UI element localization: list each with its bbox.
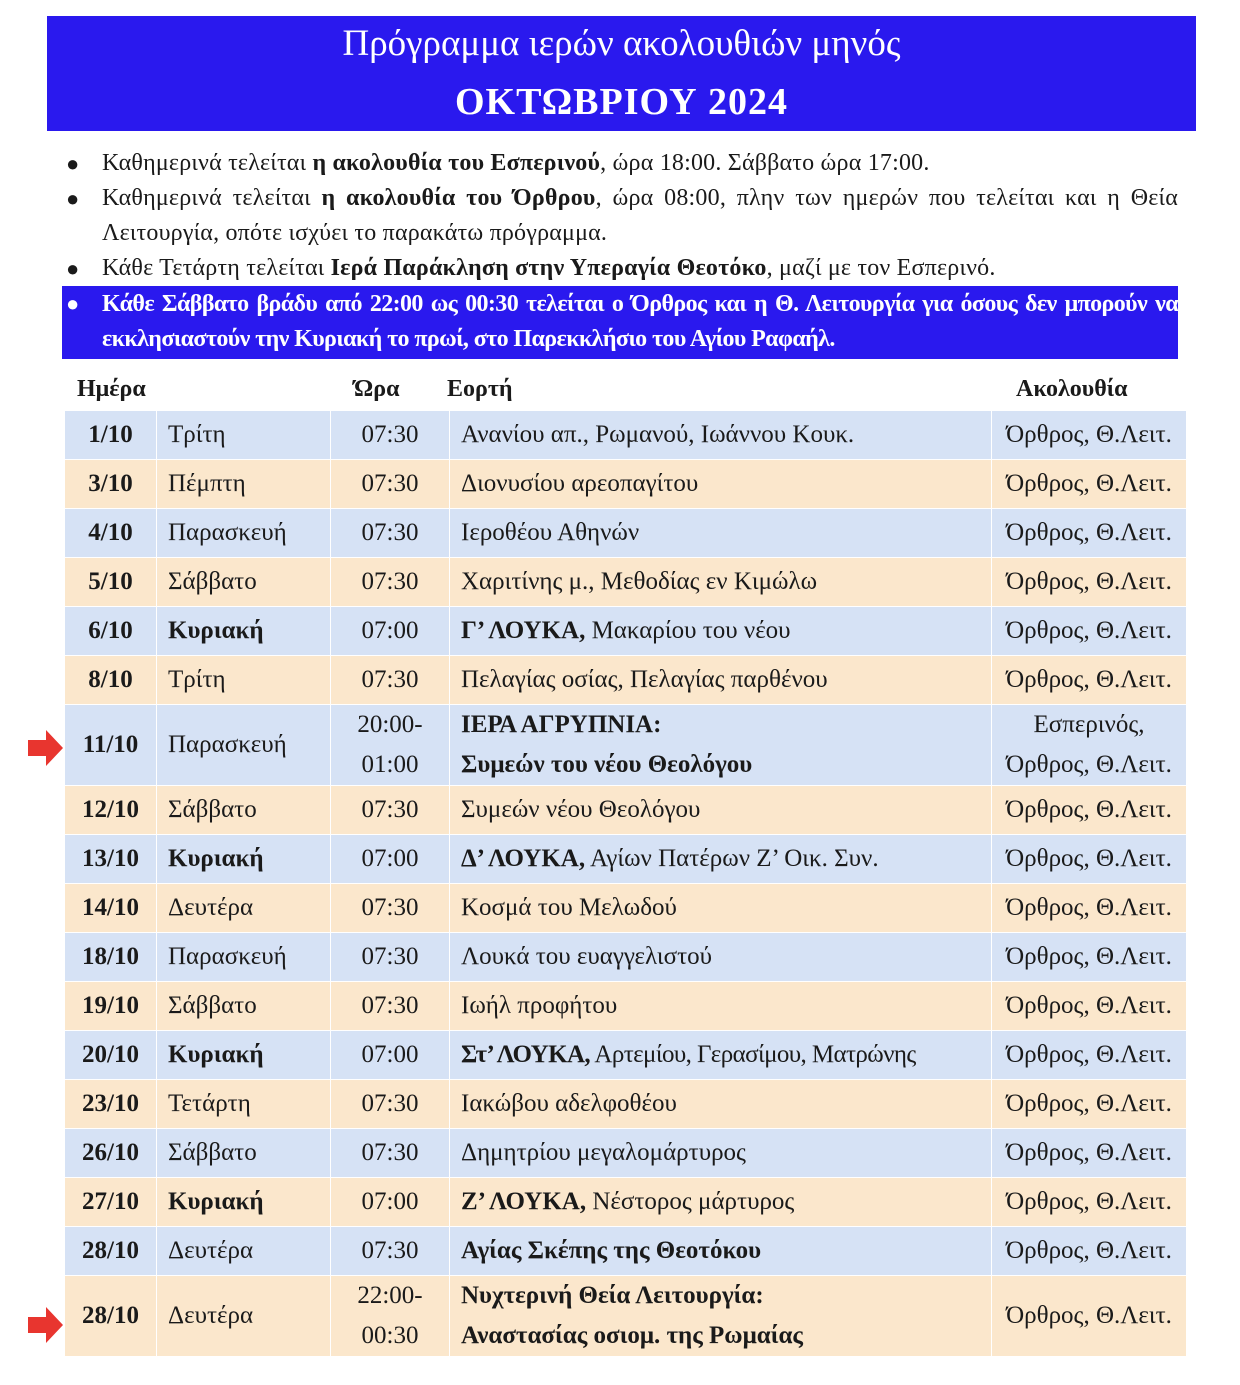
feast-text: Ιακώβου αδελφοθέου bbox=[461, 1090, 677, 1117]
row-day: Σάββατο bbox=[157, 1129, 331, 1178]
row-service: Όρθρος, Θ.Λειτ. bbox=[992, 607, 1187, 656]
schedule-table bbox=[64, 410, 1187, 1357]
row-time bbox=[331, 705, 450, 786]
row-service: Όρθρος, Θ.Λειτ. bbox=[992, 460, 1187, 509]
row-feast bbox=[450, 460, 992, 509]
row-time: 07:30 bbox=[331, 656, 450, 705]
service-line: Όρθρος, Θ.Λειτ. bbox=[1006, 751, 1172, 778]
row-day: Δευτέρα bbox=[157, 1227, 331, 1276]
table-row bbox=[65, 656, 1187, 705]
row-feast bbox=[450, 1080, 992, 1129]
row-date: 23/10 bbox=[65, 1080, 157, 1129]
row-service: Όρθρος, Θ.Λειτ. bbox=[992, 1031, 1187, 1080]
feast-bold: Γ’ ΛΟΥΚΑ, bbox=[461, 617, 586, 644]
row-time: 07:00 bbox=[331, 1178, 450, 1227]
table-row bbox=[65, 509, 1187, 558]
bullet-icon: ● bbox=[66, 291, 79, 316]
row-service: Όρθρος, Θ.Λειτ. bbox=[992, 411, 1187, 460]
row-day: Σάββατο bbox=[157, 982, 331, 1031]
row-day: Δευτέρα bbox=[157, 884, 331, 933]
row-date: 26/10 bbox=[65, 1129, 157, 1178]
table-header bbox=[64, 372, 1186, 412]
feast-text: Διονυσίου αρεοπαγίτου bbox=[461, 470, 699, 497]
row-service: Όρθρος, Θ.Λειτ. bbox=[992, 835, 1187, 884]
arrow-right-icon bbox=[28, 729, 64, 767]
feast-line: Συμεών του νέου Θεολόγου bbox=[461, 751, 753, 778]
feast-bold: Δ’ ΛΟΥΚΑ, bbox=[461, 845, 586, 872]
row-date: 28/10 bbox=[65, 1276, 157, 1357]
row-day: Κυριακή bbox=[157, 1178, 331, 1227]
page-title: Πρόγραμμα ιερών ακολουθιών μηνός bbox=[342, 23, 901, 64]
table-row bbox=[65, 835, 1187, 884]
table-row bbox=[65, 982, 1187, 1031]
row-date: 14/10 bbox=[65, 884, 157, 933]
row-date: 11/10 bbox=[65, 705, 157, 786]
row-feast bbox=[450, 1129, 992, 1178]
table-row bbox=[65, 1178, 1187, 1227]
table-row bbox=[65, 558, 1187, 607]
note-bold: η ακολουθία του Εσπερινού bbox=[312, 150, 601, 176]
table-row bbox=[65, 884, 1187, 933]
row-day: Παρασκευή bbox=[157, 509, 331, 558]
row-feast bbox=[450, 786, 992, 835]
note-saturday-night bbox=[62, 286, 1178, 359]
feast-text: Ιωήλ προφήτου bbox=[461, 992, 618, 1019]
row-service: Όρθρος, Θ.Λειτ. bbox=[992, 656, 1187, 705]
service-line: Εσπερινός, bbox=[1033, 711, 1145, 738]
time-end: 00:30 bbox=[361, 1322, 419, 1349]
header-feast: Εορτή bbox=[447, 376, 513, 402]
feast-text: Νέστορος μάρτυρος bbox=[586, 1188, 795, 1215]
table-row bbox=[65, 1031, 1187, 1080]
row-date: 6/10 bbox=[65, 607, 157, 656]
row-time: 07:30 bbox=[331, 1129, 450, 1178]
bullet-icon: ● bbox=[66, 256, 80, 281]
time-end: 01:00 bbox=[361, 751, 419, 778]
feast-text: Συμεών νέου Θεολόγου bbox=[461, 796, 701, 823]
row-date: 13/10 bbox=[65, 835, 157, 884]
row-date: 3/10 bbox=[65, 460, 157, 509]
feast-text: Ιεροθέου Αθηνών bbox=[461, 519, 640, 546]
note-paraklesis bbox=[62, 251, 1178, 286]
header-service: Ακολουθία bbox=[1016, 376, 1128, 402]
row-day: Παρασκευή bbox=[157, 933, 331, 982]
row-feast bbox=[450, 1178, 992, 1227]
row-date: 20/10 bbox=[65, 1031, 157, 1080]
row-service: Όρθρος, Θ.Λειτ. bbox=[992, 509, 1187, 558]
note-text: , ώρα 08:00, πλην των ημερών που τελείται και η Θεία Λειτουργία, οπότε ισχύει το παρακάτω πρόγραμμα. bbox=[102, 185, 1178, 246]
row-day: Κυριακή bbox=[157, 835, 331, 884]
row-time: 07:30 bbox=[331, 884, 450, 933]
row-service: Όρθρος, Θ.Λειτ. bbox=[992, 1227, 1187, 1276]
feast-bold: Ζ’ ΛΟΥΚΑ, bbox=[461, 1188, 587, 1215]
row-time bbox=[331, 1276, 450, 1357]
table-row bbox=[65, 1227, 1187, 1276]
header-time: Ώρα bbox=[354, 376, 400, 402]
row-day: Παρασκευή bbox=[157, 705, 331, 786]
row-day: Τρίτη bbox=[157, 656, 331, 705]
row-day: Τρίτη bbox=[157, 411, 331, 460]
note-text: Κάθε Τετάρτη τελείται bbox=[102, 255, 331, 281]
row-feast bbox=[450, 411, 992, 460]
feast-line: ΙΕΡΑ ΑΓΡΥΠΝΙΑ: bbox=[461, 711, 662, 738]
feast-text: Λουκά του ευαγγελιστού bbox=[461, 943, 712, 970]
bullet-icon: ● bbox=[66, 186, 80, 211]
feast-text: Ανανίου απ., Ρωμανού, Ιωάννου Κουκ. bbox=[461, 421, 855, 448]
row-feast bbox=[450, 835, 992, 884]
row-feast bbox=[450, 656, 992, 705]
row-date: 4/10 bbox=[65, 509, 157, 558]
row-feast bbox=[450, 982, 992, 1031]
table-row bbox=[65, 933, 1187, 982]
bullet-icon: ● bbox=[66, 151, 80, 176]
row-feast bbox=[450, 1031, 992, 1080]
row-date: 8/10 bbox=[65, 656, 157, 705]
row-time: 07:30 bbox=[331, 933, 450, 982]
feast-text: Αγίων Πατέρων Ζ’ Οικ. Συν. bbox=[585, 845, 879, 872]
row-date: 18/10 bbox=[65, 933, 157, 982]
row-date: 28/10 bbox=[65, 1227, 157, 1276]
feast-text: Δημητρίου μεγαλομάρτυρος bbox=[461, 1139, 746, 1166]
feast-bold: Αγίας Σκέπης της Θεοτόκου bbox=[461, 1237, 762, 1264]
row-service: Όρθρος, Θ.Λειτ. bbox=[992, 1080, 1187, 1129]
row-time: 07:30 bbox=[331, 460, 450, 509]
row-day: Σάββατο bbox=[157, 558, 331, 607]
table-row bbox=[65, 460, 1187, 509]
note-text: Καθημερινά τελείται bbox=[102, 150, 313, 176]
row-time: 07:30 bbox=[331, 411, 450, 460]
arrow-right-icon bbox=[28, 1306, 64, 1344]
row-service: Όρθρος, Θ.Λειτ. bbox=[992, 558, 1187, 607]
row-day: Κυριακή bbox=[157, 607, 331, 656]
table-row bbox=[65, 705, 1187, 786]
row-time: 07:30 bbox=[331, 558, 450, 607]
row-feast bbox=[450, 884, 992, 933]
row-service: Όρθρος, Θ.Λειτ. bbox=[992, 982, 1187, 1031]
row-day: Δευτέρα bbox=[157, 1276, 331, 1357]
row-time: 07:30 bbox=[331, 1080, 450, 1129]
row-day: Κυριακή bbox=[157, 1031, 331, 1080]
row-feast bbox=[450, 705, 992, 786]
note-text: , ώρα 18:00. Σάββατο ώρα 17:00. bbox=[600, 150, 930, 176]
row-feast bbox=[450, 1227, 992, 1276]
row-time: 07:00 bbox=[331, 607, 450, 656]
row-date: 19/10 bbox=[65, 982, 157, 1031]
feast-bold: Στ’ ΛΟΥΚΑ, bbox=[461, 1041, 591, 1068]
row-service bbox=[992, 705, 1187, 786]
feast-text: Μακαρίου του νέου bbox=[585, 617, 791, 644]
row-service: Όρθρος, Θ.Λειτ. bbox=[992, 884, 1187, 933]
row-service: Όρθρος, Θ.Λειτ. bbox=[992, 1276, 1187, 1357]
time-start: 20:00- bbox=[357, 711, 423, 738]
row-feast bbox=[450, 607, 992, 656]
row-service: Όρθρος, Θ.Λειτ. bbox=[992, 933, 1187, 982]
table-row bbox=[65, 1276, 1187, 1357]
header-day: Ημέρα bbox=[77, 376, 146, 402]
row-time: 07:30 bbox=[331, 982, 450, 1031]
note-bold: Ιερά Παράκληση στην Υπεραγία Θεοτόκο bbox=[330, 255, 767, 281]
feast-line: Αναστασίας οσιομ. της Ρωμαίας bbox=[461, 1322, 803, 1349]
row-time: 07:30 bbox=[331, 509, 450, 558]
feast-text: Χαριτίνης μ., Μεθοδίας εν Κιμώλω bbox=[461, 568, 818, 595]
row-service: Όρθρος, Θ.Λειτ. bbox=[992, 786, 1187, 835]
row-day: Τετάρτη bbox=[157, 1080, 331, 1129]
table-row bbox=[65, 607, 1187, 656]
row-service: Όρθρος, Θ.Λειτ. bbox=[992, 1178, 1187, 1227]
row-time: 07:30 bbox=[331, 786, 450, 835]
table-row bbox=[65, 411, 1187, 460]
table-row bbox=[65, 1129, 1187, 1178]
note-text: Καθημερινά τελείται bbox=[102, 185, 322, 211]
row-date: 1/10 bbox=[65, 411, 157, 460]
notes-list bbox=[62, 146, 1178, 359]
row-date: 27/10 bbox=[65, 1178, 157, 1227]
row-time: 07:00 bbox=[331, 835, 450, 884]
note-matins bbox=[62, 181, 1178, 251]
feast-text: Αρτεμίου, Γερασίμου, Ματρώνης bbox=[590, 1041, 916, 1068]
table-row bbox=[65, 1080, 1187, 1129]
row-time: 07:30 bbox=[331, 1227, 450, 1276]
title-banner bbox=[47, 16, 1196, 131]
row-feast bbox=[450, 558, 992, 607]
feast-text: Πελαγίας οσίας, Πελαγίας παρθένου bbox=[461, 666, 828, 693]
row-time: 07:00 bbox=[331, 1031, 450, 1080]
row-date: 12/10 bbox=[65, 786, 157, 835]
row-service: Όρθρος, Θ.Λειτ. bbox=[992, 1129, 1187, 1178]
note-text: , μαζί με τον Εσπερινό. bbox=[766, 255, 996, 281]
row-feast bbox=[450, 1276, 992, 1357]
row-day: Πέμπτη bbox=[157, 460, 331, 509]
row-day: Σάββατο bbox=[157, 786, 331, 835]
note-bold: η ακολουθία του Όρθρου bbox=[321, 185, 596, 211]
note-vespers bbox=[62, 146, 1178, 181]
feast-line: Νυχτερινή Θεία Λειτουργία: bbox=[461, 1282, 764, 1309]
row-feast bbox=[450, 933, 992, 982]
row-feast bbox=[450, 509, 992, 558]
feast-text: Κοσμά του Μελωδού bbox=[461, 894, 677, 921]
time-start: 22:00- bbox=[357, 1282, 423, 1309]
note-text: Κάθε Σάββατο βράδυ από 22:00 ως 00:30 τελείται ο Όρθρος και η Θ. Λειτουργία για όσους δεν μπορούν να εκκλησιαστούν την Κυριακή το πρωί, στο Παρεκκλήσιο του Αγίου Ραφαήλ. bbox=[102, 291, 1178, 352]
row-date: 5/10 bbox=[65, 558, 157, 607]
page-subtitle: ΟΚΤΩΒΡΙΟΥ 2024 bbox=[454, 81, 789, 123]
table-row bbox=[65, 786, 1187, 835]
